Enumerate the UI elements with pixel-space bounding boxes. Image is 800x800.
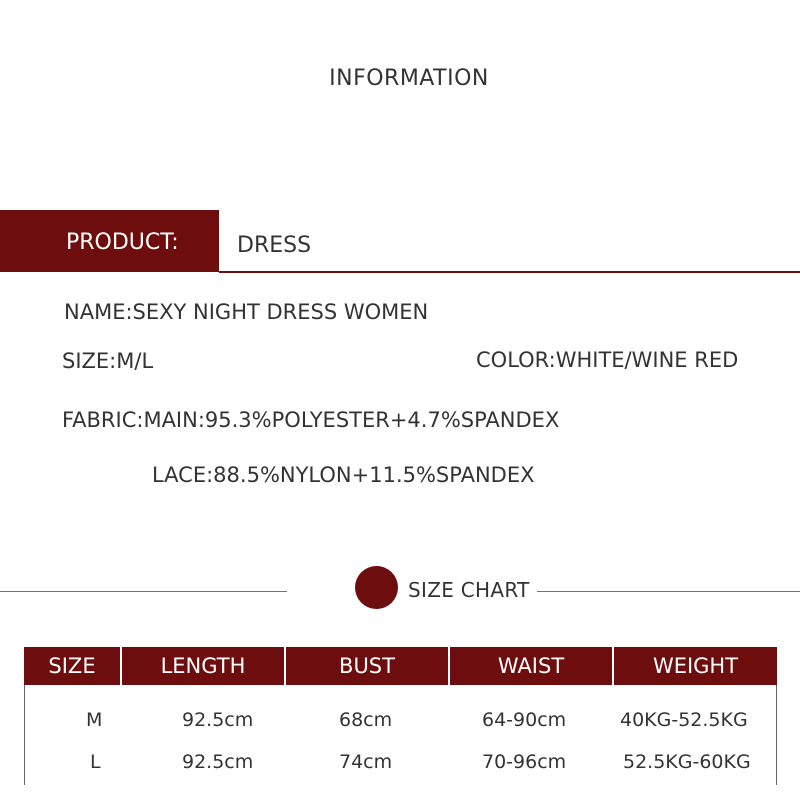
divider-right	[537, 591, 800, 592]
table-frame-right	[776, 685, 777, 785]
cell-waist: 70-96cm	[482, 751, 567, 773]
cell-weight: 52.5KG-60KG	[623, 751, 751, 773]
product-color: COLOR:WHITE/WINE RED	[476, 348, 739, 372]
size-chart-dot-icon	[355, 566, 398, 609]
header-waist: WAIST	[450, 647, 614, 685]
product-size: SIZE:M/L	[62, 349, 154, 373]
product-underline	[219, 271, 800, 273]
cell-length: 92.5cm	[182, 709, 254, 731]
cell-length: 92.5cm	[182, 751, 254, 773]
cell-bust: 68cm	[339, 709, 393, 731]
header-bust: BUST	[286, 647, 450, 685]
table-frame-left	[24, 685, 25, 785]
header-size: SIZE	[24, 647, 122, 685]
size-table-header	[24, 647, 777, 685]
cell-size: L	[90, 751, 101, 773]
header-weight: WEIGHT	[614, 647, 777, 685]
product-value: DRESS	[237, 233, 312, 258]
product-lace: LACE:88.5%NYLON+11.5%SPANDEX	[152, 463, 535, 487]
header-length: LENGTH	[122, 647, 286, 685]
product-name: NAME:SEXY NIGHT DRESS WOMEN	[64, 300, 429, 324]
divider-left	[0, 591, 287, 592]
product-fabric: FABRIC:MAIN:95.3%POLYESTER+4.7%SPANDEX	[62, 408, 560, 432]
cell-weight: 40KG-52.5KG	[620, 709, 748, 731]
cell-size: M	[86, 709, 103, 731]
cell-waist: 64-90cm	[482, 709, 567, 731]
cell-bust: 74cm	[339, 751, 393, 773]
size-chart-heading: SIZE CHART	[408, 578, 530, 602]
product-label: PRODUCT:	[66, 230, 179, 255]
section-title: INFORMATION	[329, 66, 489, 91]
